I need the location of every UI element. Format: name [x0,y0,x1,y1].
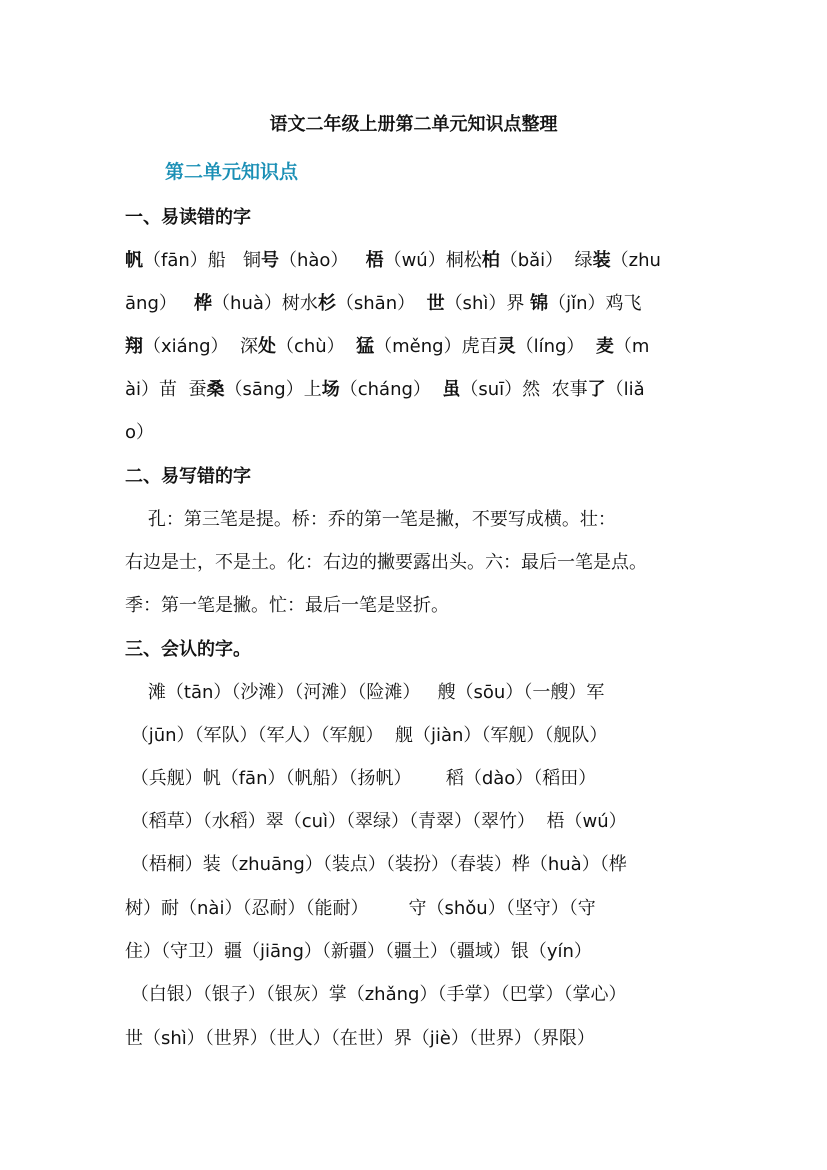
highlighted-char: 世 [426,293,445,314]
text-segment: （shì）界 [444,293,531,314]
text-segment: （huà）树水 [212,293,318,314]
text-segment: （wú）桐松 [383,250,482,271]
text-segment: （měng）虎百 [374,336,498,357]
highlighted-char: 锦 [530,293,549,314]
text-segment: o） [125,422,155,443]
text-segment: （zhu [610,250,661,271]
part3-line: 世（shì）（世界）（世人）（在世）界（jiè）（世界）（界限） [125,1028,595,1049]
text-segment: ài）苗 蚕 [125,379,207,400]
text-segment: （xiáng） 深 [143,336,258,357]
part3-line: 住）（守卫）疆（jiāng）（新疆）（疆土）（疆域）银（yín） [125,941,592,962]
part3-heading: 三、会认的字。 [125,639,251,660]
text-segment: （fān）船 铜 [143,250,261,271]
text-segment: （jǐn）鸡飞 [548,293,642,314]
part3-line: （稻草）（水稻）翠（cuì）（翠绿）（青翠）（翠竹） 梧（wú） [125,811,627,832]
highlighted-char: 猛 [356,336,375,357]
highlighted-char: 装 [592,250,611,271]
text-segment: āng） [125,293,195,314]
part1-line [125,421,154,445]
highlighted-char: 桦 [194,293,213,314]
highlighted-char: 杉 [317,293,336,314]
part2-line: 孔：第三笔是提。桥：乔的第一笔是撇，不要写成横。壮： [125,509,616,530]
highlighted-char: 翔 [125,336,143,357]
highlighted-char: 帆 [125,250,143,271]
part1-line [125,378,645,402]
section-heading: 第二单元知识点 [165,161,299,183]
highlighted-char: 处 [257,336,276,357]
text-segment: （suī）然 农事 [460,379,588,400]
text-segment: （bǎi） 绿 [499,250,593,271]
highlighted-char: 号 [260,250,279,271]
text-segment: （hào） [278,250,366,271]
text-segment: （sāng）上 [224,379,322,400]
part2-line: 季：第一笔是撇。忙：最后一笔是竖折。 [125,595,449,616]
highlighted-char: 柏 [481,250,500,271]
highlighted-char: 桑 [206,379,225,400]
part3-line: （梧桐）装（zhuāng）（装点）（装扮）（春装）桦（huà）（桦 [125,854,627,875]
text-segment: （m [613,336,650,357]
highlighted-char: 梧 [365,250,384,271]
text-segment: （líng） [515,336,596,357]
text-segment: （cháng） [339,379,443,400]
part3-line: 滩（tān）（沙滩）（河滩）（险滩） 艘（sōu）（一艘）军 [125,682,605,703]
part1-heading: 一、易读错的字 [125,207,251,228]
part1-line [125,335,649,359]
highlighted-char: 灵 [497,336,516,357]
highlighted-char: 场 [321,379,340,400]
part3-line: （兵舰）帆（fān）（帆船）（扬帆） 稻（dào）（稻田） [125,768,597,789]
text-segment: （shān） [335,293,427,314]
part2-heading: 二、易写错的字 [125,466,251,487]
text-segment: （liǎ [605,379,645,400]
text-segment: （chù） [275,336,357,357]
highlighted-char: 麦 [595,336,614,357]
part3-line: （白银）（银子）（银灰）掌（zhǎng）（手掌）（巴掌）（掌心） [125,984,627,1005]
part3-line: 树）耐（nài）（忍耐）（能耐） 守（shǒu）（坚守）（守 [125,898,596,919]
part1-line [125,249,661,273]
part1-line [125,292,642,316]
highlighted-char: 了 [587,379,606,400]
part2-line: 右边是士，不是土。化：右边的撇要露出头。六：最后一笔是点。 [125,552,647,573]
highlighted-char: 虽 [442,379,461,400]
part3-line: （jūn）（军队）（军人）（军舰） 舰（jiàn）（军舰）（舰队） [125,725,608,746]
document-title: 语文二年级上册第二单元知识点整理 [269,114,558,135]
